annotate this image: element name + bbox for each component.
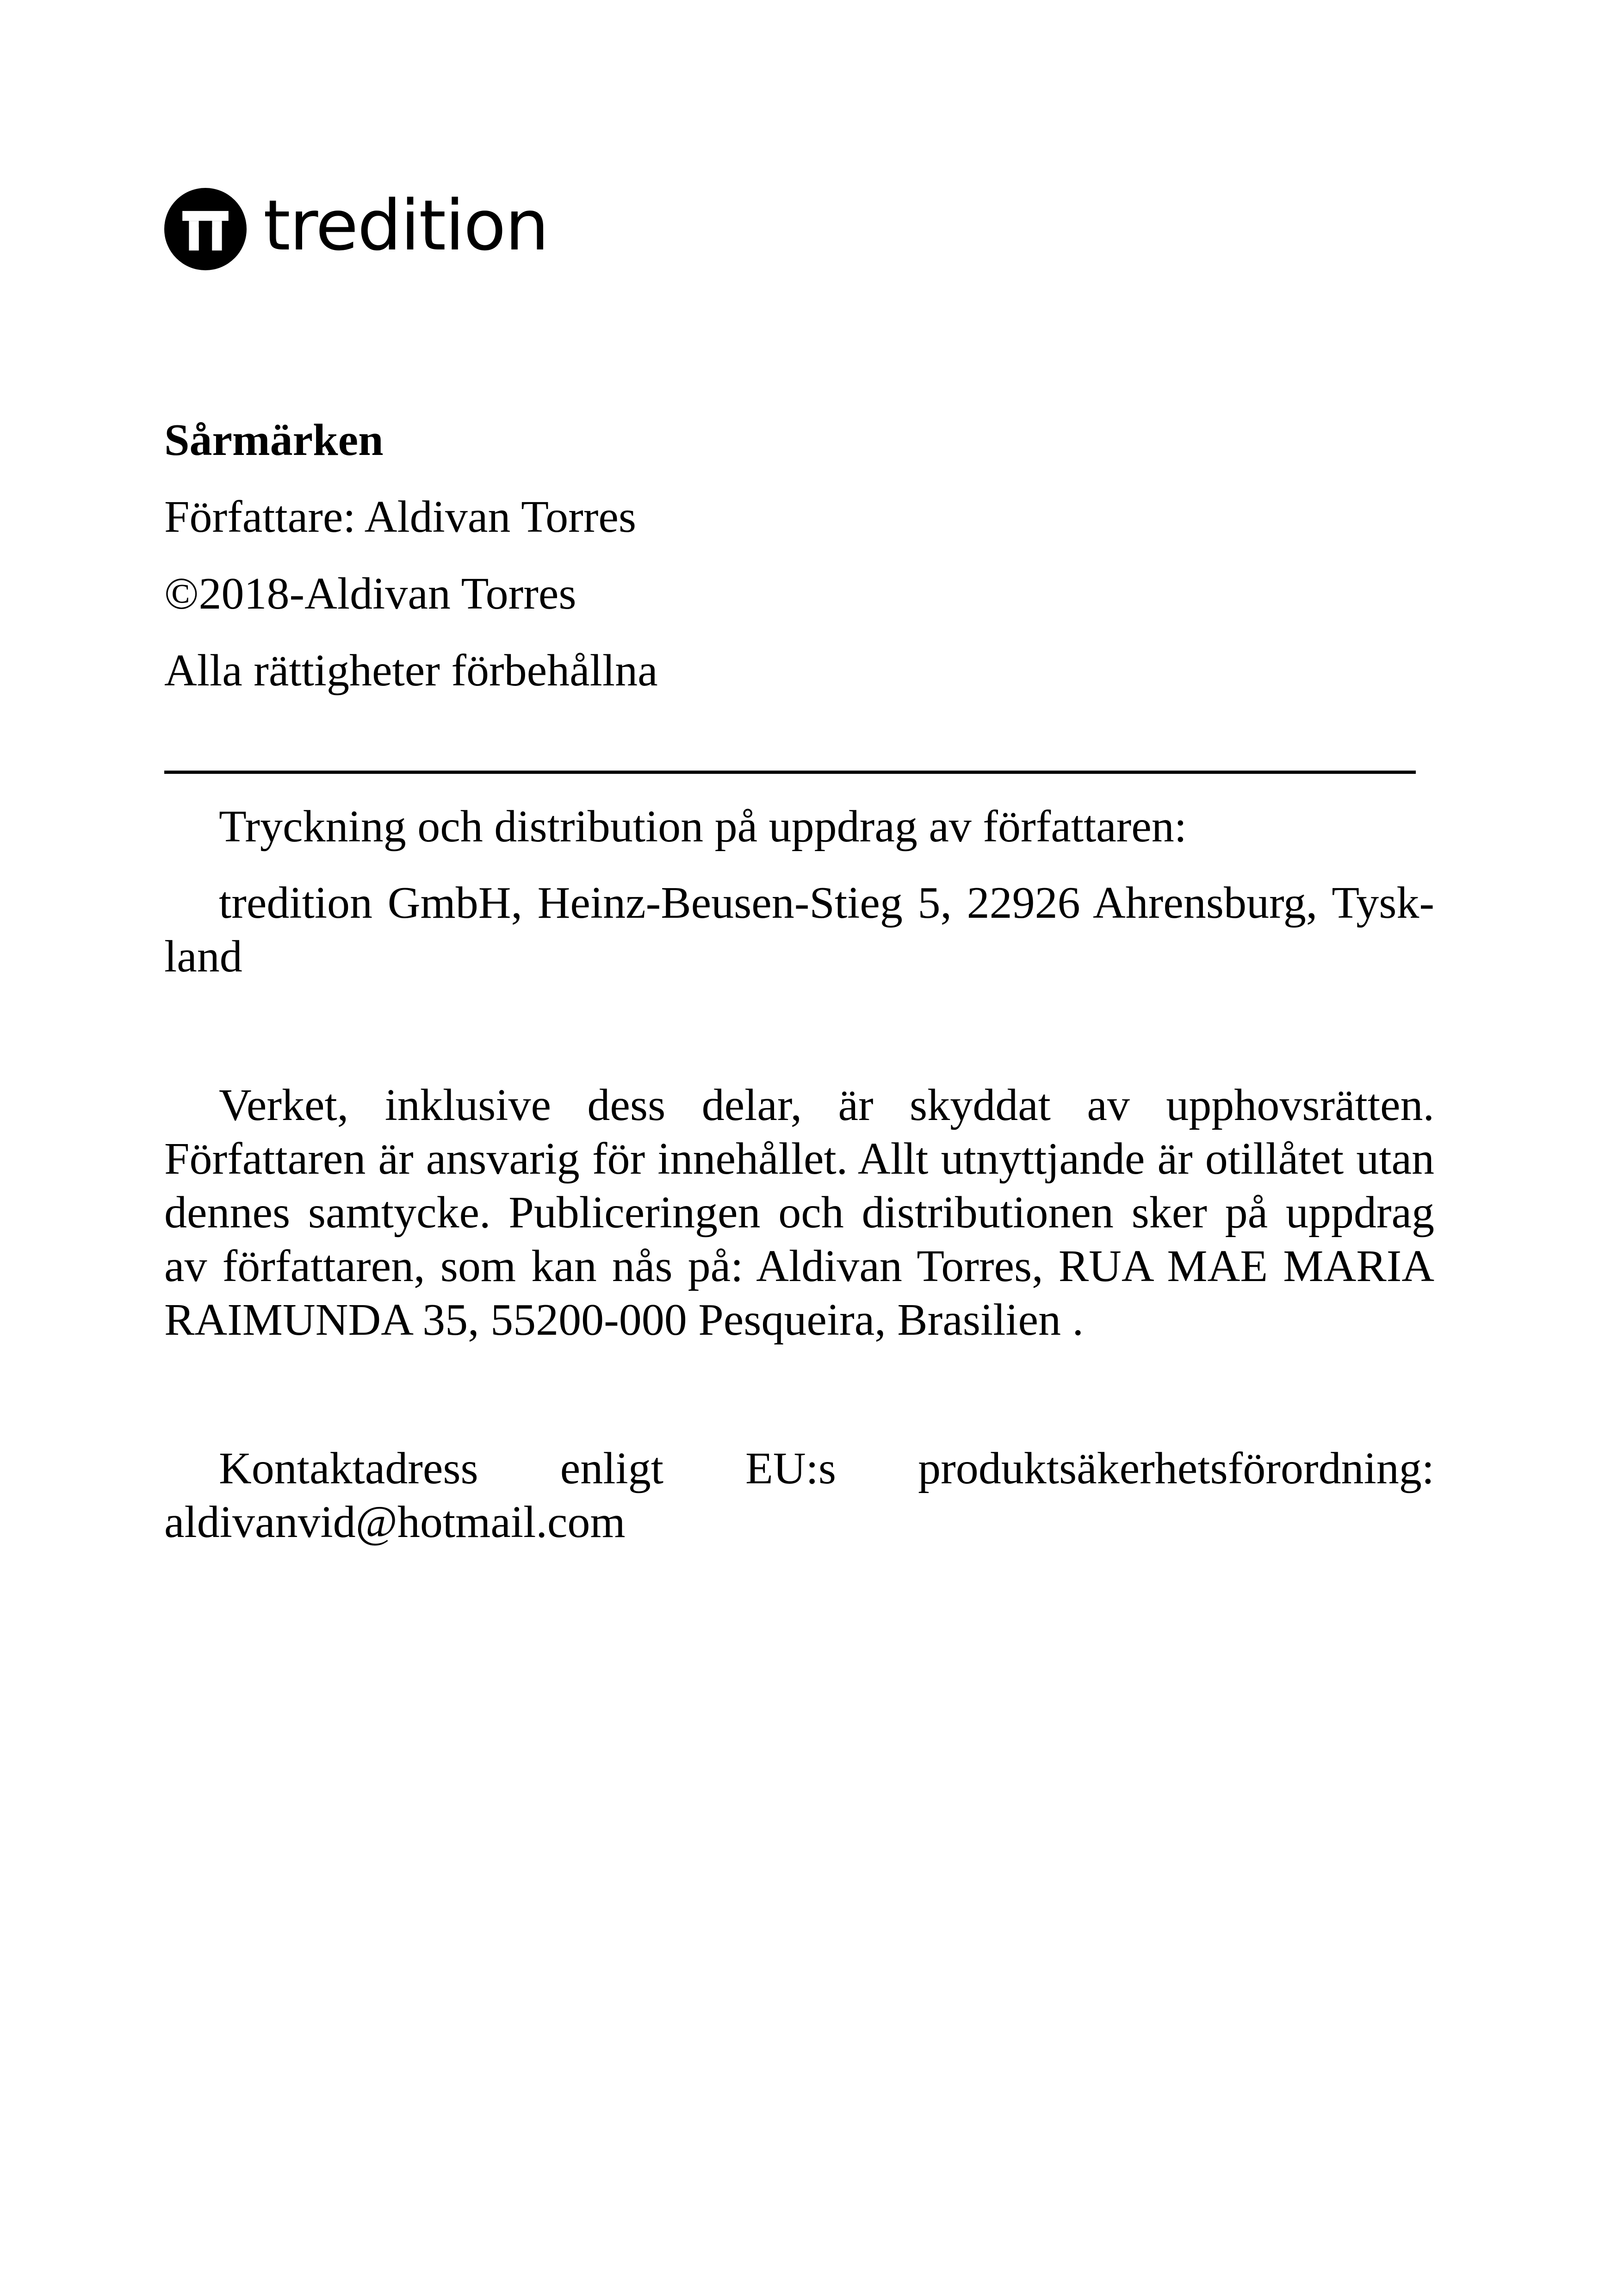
divider-rule bbox=[164, 771, 1416, 774]
title-block bbox=[164, 402, 1460, 709]
copyright-line: ©2018-Aldivan Torres bbox=[164, 569, 577, 619]
publisher-logo-text: tredition bbox=[263, 186, 548, 266]
printing-paragraph bbox=[164, 800, 1434, 853]
publisher-address: tredition GmbH, Heinz-Beusen-Stieg 5, 22926 Ahrensburg, Tysk-land bbox=[164, 878, 1434, 982]
rights-line: Alla rättigheter förbehållna bbox=[164, 646, 658, 696]
contact-paragraph bbox=[164, 1442, 1434, 1549]
tredition-logo-icon bbox=[164, 188, 247, 270]
contact-line: Kontaktadress enligt EU:s produktsäkerhetsförordning: aldivanvid@hotmail.com bbox=[164, 1444, 1434, 1547]
printing-line: Tryckning och distribution på uppdrag av författaren: bbox=[219, 802, 1187, 852]
copyright-notice: Verket, inklusive dess delar, är skyddat av upphovsrätten. Författaren är ansvarig för innehållet. Allt utnyttjande är otillåtet utan dennes samtycke. Publiceringen och distributionen sker på uppdrag av författaren, som kan nås på: Aldivan Torres, RUA MAE MARIA RAIMUNDA 35, 55200-000 Pesqueira, Brasilien . bbox=[164, 1080, 1434, 1345]
publisher-logo bbox=[164, 187, 548, 271]
copyright-notice-paragraph bbox=[164, 1078, 1434, 1347]
author-line: Författare: Aldivan Torres bbox=[164, 492, 637, 542]
book-title: Sårmärken bbox=[164, 415, 384, 465]
publisher-address-paragraph bbox=[164, 876, 1434, 983]
